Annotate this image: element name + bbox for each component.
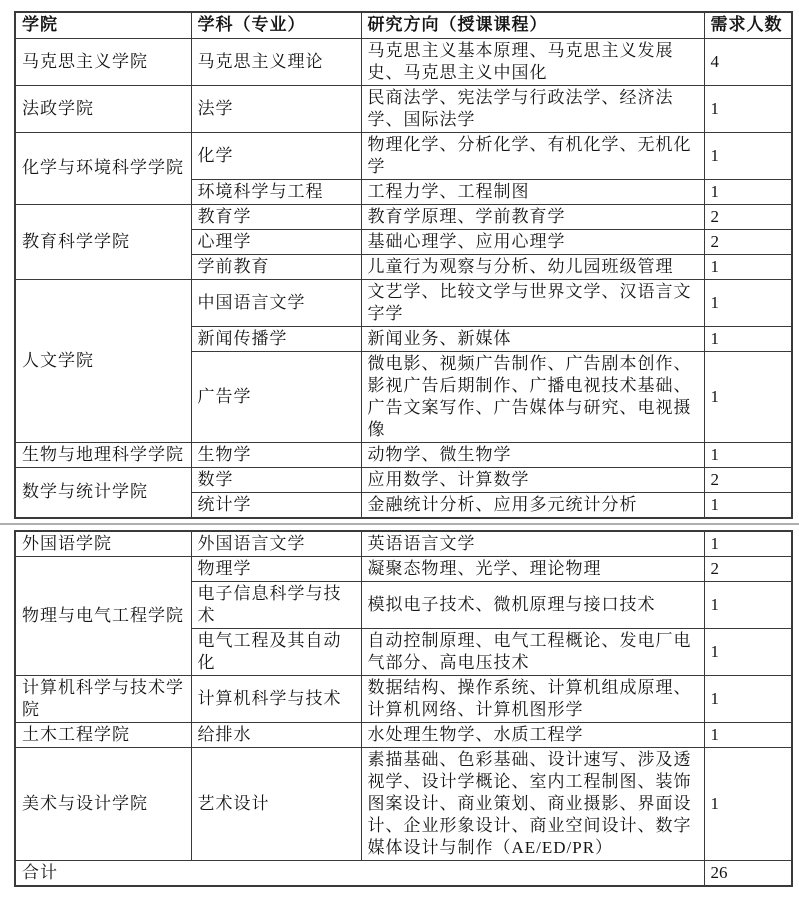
table-row <box>15 722 792 747</box>
table-row <box>15 38 792 85</box>
count-cell: 1 <box>704 279 792 326</box>
courses-cell: 素描基础、色彩基础、设计速写、涉及透视学、设计学概论、室内工程制图、装饰图案设计、商业策划、商业摄影、界面设计、企业形象设计、商业空间设计、数字媒体设计与制作（AE/ED/PR） <box>361 747 704 860</box>
courses-cell: 数据结构、操作系统、计算机组成原理、计算机网络、计算机图形学 <box>361 675 704 722</box>
college-cell: 外国语学院 <box>15 531 191 557</box>
header-cell-count: 需求人数 <box>704 12 792 38</box>
recruitment-table-section-2 <box>14 530 793 887</box>
college-cell: 数学与统计学院 <box>15 467 191 518</box>
major-cell: 数学 <box>191 467 361 492</box>
courses-cell: 金融统计分析、应用多元统计分析 <box>361 492 704 518</box>
major-cell: 外国语言文学 <box>191 531 361 557</box>
courses-cell: 教育学原理、学前教育学 <box>361 204 704 229</box>
major-cell: 统计学 <box>191 492 361 518</box>
count-cell: 1 <box>704 254 792 279</box>
count-cell: 1 <box>704 581 792 628</box>
courses-cell: 民商法学、宪法学与行政法学、经济法学、国际法学 <box>361 85 704 132</box>
count-cell: 1 <box>704 722 792 747</box>
courses-cell: 模拟电子技术、微机原理与接口技术 <box>361 581 704 628</box>
courses-cell: 物理化学、分析化学、有机化学、无机化学 <box>361 132 704 179</box>
count-cell: 1 <box>704 85 792 132</box>
courses-cell: 自动控制原理、电气工程概论、发电厂电气部分、高电压技术 <box>361 628 704 675</box>
recruitment-table-section-1 <box>14 11 793 519</box>
table-row <box>15 204 792 229</box>
courses-cell: 新闻业务、新媒体 <box>361 326 704 351</box>
major-cell: 法学 <box>191 85 361 132</box>
major-cell: 计算机科学与技术 <box>191 675 361 722</box>
major-cell: 艺术设计 <box>191 747 361 860</box>
courses-cell: 马克思主义基本原理、马克思主义发展史、马克思主义中国化 <box>361 38 704 85</box>
courses-cell: 基础心理学、应用心理学 <box>361 229 704 254</box>
courses-cell: 动物学、微生物学 <box>361 442 704 467</box>
major-cell: 化学 <box>191 132 361 179</box>
courses-cell: 工程力学、工程制图 <box>361 179 704 204</box>
header-cell-courses: 研究方向（授课课程） <box>361 12 704 38</box>
table-row <box>15 531 792 557</box>
count-cell: 1 <box>704 492 792 518</box>
major-cell: 学前教育 <box>191 254 361 279</box>
table-row <box>15 279 792 326</box>
total-row <box>15 860 792 886</box>
major-cell: 环境科学与工程 <box>191 179 361 204</box>
count-cell: 1 <box>704 675 792 722</box>
count-cell: 1 <box>704 351 792 442</box>
count-cell: 1 <box>704 179 792 204</box>
table-row <box>15 85 792 132</box>
count-cell: 2 <box>704 556 792 581</box>
major-cell: 生物学 <box>191 442 361 467</box>
major-cell: 新闻传播学 <box>191 326 361 351</box>
college-cell: 生物与地理科学学院 <box>15 442 191 467</box>
total-count-cell: 26 <box>704 860 792 886</box>
count-cell: 1 <box>704 531 792 557</box>
table-row <box>15 442 792 467</box>
count-cell: 2 <box>704 229 792 254</box>
major-cell: 心理学 <box>191 229 361 254</box>
major-cell: 电子信息科学与技术 <box>191 581 361 628</box>
count-cell: 1 <box>704 132 792 179</box>
college-cell: 化学与环境科学学院 <box>15 132 191 204</box>
courses-cell: 水处理生物学、水质工程学 <box>361 722 704 747</box>
courses-cell: 微电影、视频广告制作、广告剧本创作、影视广告后期制作、广播电视技术基础、广告文案写作、广告媒体与研究、电视摄像 <box>361 351 704 442</box>
header-cell-major: 学科（专业） <box>191 12 361 38</box>
table-row <box>15 467 792 492</box>
table-row <box>15 747 792 860</box>
table-row <box>15 675 792 722</box>
courses-cell: 凝聚态物理、光学、理论物理 <box>361 556 704 581</box>
major-cell: 物理学 <box>191 556 361 581</box>
college-cell: 教育科学学院 <box>15 204 191 279</box>
major-cell: 中国语言文学 <box>191 279 361 326</box>
college-cell: 法政学院 <box>15 85 191 132</box>
table-row <box>15 132 792 179</box>
count-cell: 1 <box>704 747 792 860</box>
major-cell: 教育学 <box>191 204 361 229</box>
total-label-cell: 合计 <box>15 860 704 886</box>
major-cell: 广告学 <box>191 351 361 442</box>
count-cell: 4 <box>704 38 792 85</box>
courses-cell: 应用数学、计算数学 <box>361 467 704 492</box>
count-cell: 1 <box>704 442 792 467</box>
count-cell: 2 <box>704 204 792 229</box>
college-cell: 马克思主义学院 <box>15 38 191 85</box>
courses-cell: 儿童行为观察与分析、幼儿园班级管理 <box>361 254 704 279</box>
count-cell: 1 <box>704 628 792 675</box>
college-cell: 土木工程学院 <box>15 722 191 747</box>
college-cell: 计算机科学与技术学院 <box>15 675 191 722</box>
college-cell: 人文学院 <box>15 279 191 442</box>
header-row <box>15 12 792 38</box>
courses-cell: 文艺学、比较文学与世界文学、汉语言文字学 <box>361 279 704 326</box>
major-cell: 给排水 <box>191 722 361 747</box>
table-row <box>15 556 792 581</box>
table-divider <box>0 523 799 525</box>
college-cell: 物理与电气工程学院 <box>15 556 191 675</box>
count-cell: 1 <box>704 326 792 351</box>
count-cell: 2 <box>704 467 792 492</box>
major-cell: 电气工程及其自动化 <box>191 628 361 675</box>
courses-cell: 英语语言文学 <box>361 531 704 557</box>
header-cell-college: 学院 <box>15 12 191 38</box>
college-cell: 美术与设计学院 <box>15 747 191 860</box>
major-cell: 马克思主义理论 <box>191 38 361 85</box>
